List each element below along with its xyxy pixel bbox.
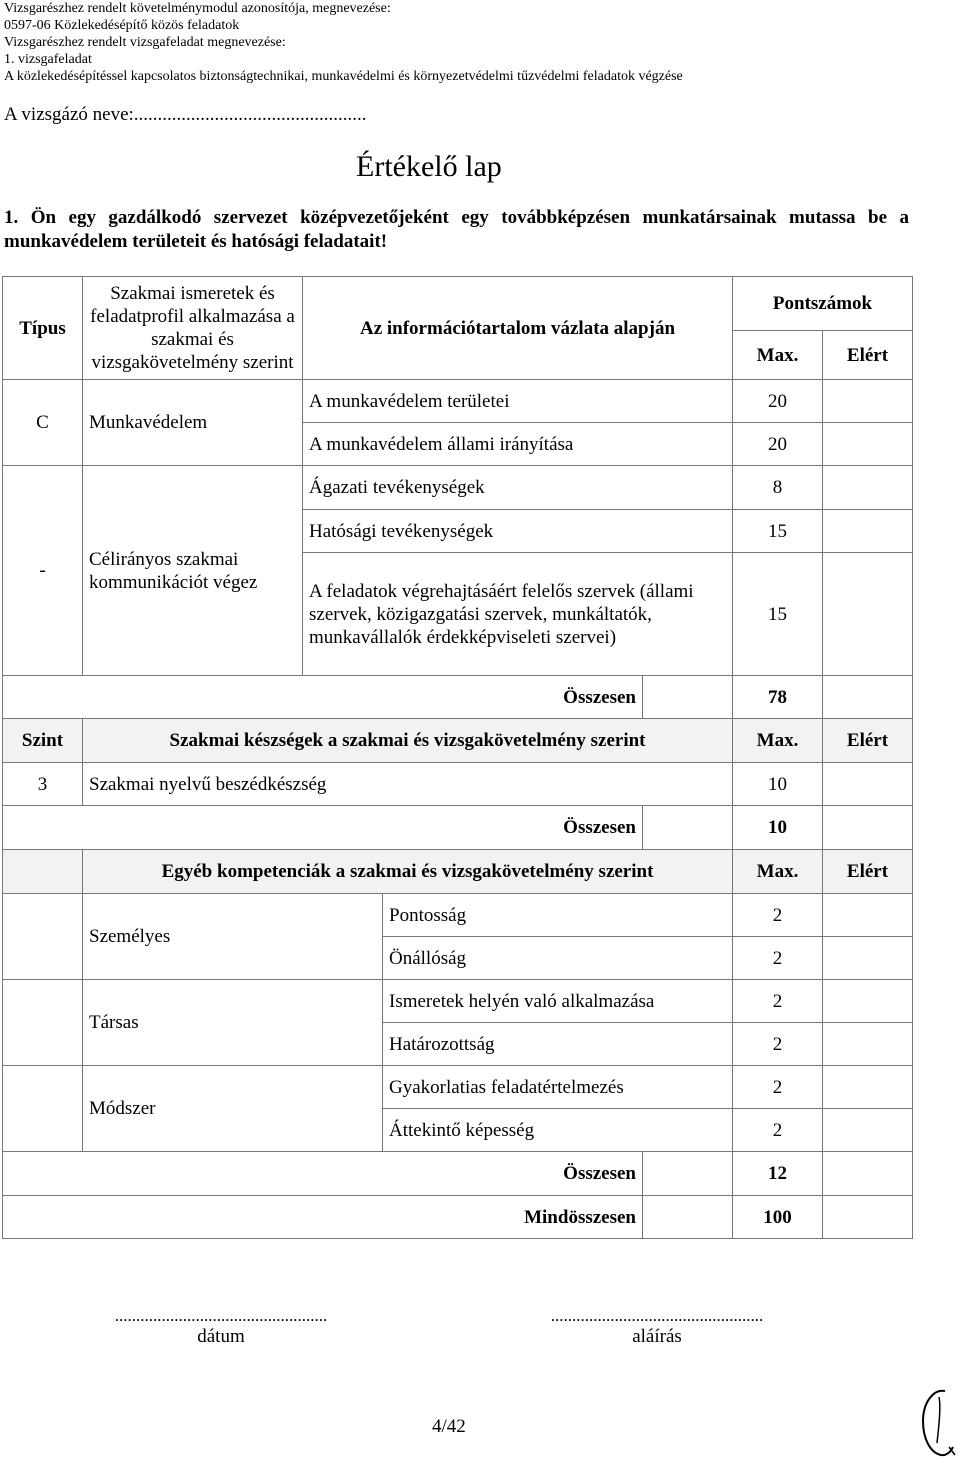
max-value: 2 xyxy=(733,1109,823,1152)
header-max: Max. xyxy=(733,850,823,894)
elert-value xyxy=(823,1152,913,1196)
total-value: 78 xyxy=(733,676,823,719)
skill-label: Szakmai nyelvű beszédkészség xyxy=(83,763,733,806)
tipus-cell: C xyxy=(3,380,83,466)
max-value: 15 xyxy=(733,553,823,676)
tipus-cell: - xyxy=(3,466,83,676)
date-signature xyxy=(86,1306,356,1348)
elert-value xyxy=(823,806,913,850)
signature-dots: .................................................. xyxy=(550,1306,764,1325)
elert-value xyxy=(823,1066,913,1109)
elert-value xyxy=(823,553,913,676)
page-number: 4/42 xyxy=(432,1416,466,1437)
task-description: 1. Ön egy gazdálkodó szervezet középvezetőjeként egy továbbképzésen munkatársainak mutassa be a munkavédelem területeit és hatósági feladatait! xyxy=(4,207,909,252)
spacer-cell xyxy=(3,1066,83,1152)
competency-item: Áttekintő képesség xyxy=(383,1109,733,1152)
total-label: Összesen xyxy=(3,1152,643,1196)
elert-value xyxy=(823,676,913,719)
competency-item: Határozottság xyxy=(383,1023,733,1066)
info-item: Ágazati tevékenységek xyxy=(303,466,733,510)
spacer-cell xyxy=(643,1152,733,1196)
header-szint: Szint xyxy=(3,719,83,763)
competency-item: Gyakorlatias feladatértelmezés xyxy=(383,1066,733,1109)
max-value: 20 xyxy=(733,380,823,423)
max-value: 2 xyxy=(733,937,823,980)
header-line: 0597-06 Közlekedésépítő közös feladatok xyxy=(4,18,240,33)
competency-group: Személyes xyxy=(83,894,383,980)
header-line: 1. vizsgafeladat xyxy=(4,52,92,67)
info-item: A feladatok végrehajtásáért felelős szervek (állami szervek, közigazgatási szervek, munkáltatók, munkavállalók érdekképviseleti szervei) xyxy=(303,553,733,676)
spacer-cell xyxy=(643,1196,733,1239)
header-max: Max. xyxy=(733,331,823,380)
competency-group: Társas xyxy=(83,980,383,1066)
header-skills: Szakmai készségek a szakmai és vizsgakövetelmény szerint xyxy=(83,719,733,763)
spacer-cell xyxy=(643,806,733,850)
spacer-cell xyxy=(3,894,83,980)
competency-item: Ismeretek helyén való alkalmazása xyxy=(383,980,733,1023)
area-cell: Munkavédelem xyxy=(83,380,303,466)
header-elert: Elért xyxy=(823,719,913,763)
elert-value xyxy=(823,1196,913,1239)
elert-value xyxy=(823,763,913,806)
total-label: Összesen xyxy=(3,676,643,719)
competency-item: Pontosság xyxy=(383,894,733,937)
max-value: 2 xyxy=(733,980,823,1023)
total-label: Összesen xyxy=(3,806,643,850)
elert-value xyxy=(823,894,913,937)
header-elert: Elért xyxy=(823,850,913,894)
header-line: Vizsgarészhez rendelt követelménymodul azonosítója, megnevezése: xyxy=(4,1,391,16)
spacer-cell xyxy=(3,850,83,894)
max-value: 10 xyxy=(733,763,823,806)
signature-block xyxy=(522,1306,792,1348)
document-header xyxy=(4,0,683,85)
header-max: Max. xyxy=(733,719,823,763)
info-item: A munkavédelem területei xyxy=(303,380,733,423)
elert-value xyxy=(823,423,913,466)
total-value: 12 xyxy=(733,1152,823,1196)
info-item: Hatósági tevékenységek xyxy=(303,510,733,553)
grand-total-label: Mindösszesen xyxy=(3,1196,643,1239)
header-tipus: Típus xyxy=(3,277,83,380)
grand-total-value: 100 xyxy=(733,1196,823,1239)
header-other: Egyéb kompetenciák a szakmai és vizsgakövetelmény szerint xyxy=(83,850,733,894)
header-info: Az információtartalom vázlata alapján xyxy=(303,277,733,380)
skill-level: 3 xyxy=(3,763,83,806)
info-item: A munkavédelem állami irányítása xyxy=(303,423,733,466)
stamp-mark-icon xyxy=(915,1385,957,1460)
header-line: A közlekedésépítéssel kapcsolatos biztonságtechnikai, munkavédelmi és környezetvédelmi tűzvédelmi feladatok végzése xyxy=(4,69,683,84)
competency-item: Önállóság xyxy=(383,937,733,980)
max-value: 15 xyxy=(733,510,823,553)
max-value: 8 xyxy=(733,466,823,510)
elert-value xyxy=(823,937,913,980)
spacer-cell xyxy=(3,980,83,1066)
header-szakmai: Szakmai ismeretek és feladatprofil alkalmazása a szakmai és vizsgakövetelmény szerint xyxy=(83,277,303,380)
evaluation-table xyxy=(2,276,913,1239)
area-cell: Célirányos szakmai kommunikációt végez xyxy=(83,466,303,676)
elert-value xyxy=(823,510,913,553)
max-value: 20 xyxy=(733,423,823,466)
total-value: 10 xyxy=(733,806,823,850)
signature-label: aláírás xyxy=(632,1326,682,1347)
candidate-name-field: A vizsgázó neve:................................................. xyxy=(4,104,367,125)
header-line: Vizsgarészhez rendelt vizsgafeladat megnevezése: xyxy=(4,35,286,50)
date-label: dátum xyxy=(197,1326,245,1347)
elert-value xyxy=(823,980,913,1023)
elert-value xyxy=(823,380,913,423)
elert-value xyxy=(823,466,913,510)
max-value: 2 xyxy=(733,894,823,937)
elert-value xyxy=(823,1109,913,1152)
max-value: 2 xyxy=(733,1066,823,1109)
page-title: Értékelő lap xyxy=(356,150,502,183)
max-value: 2 xyxy=(733,1023,823,1066)
header-elert: Elért xyxy=(823,331,913,380)
spacer-cell xyxy=(643,676,733,719)
elert-value xyxy=(823,1023,913,1066)
date-dots: .................................................. xyxy=(114,1306,328,1325)
header-pontszamok: Pontszámok xyxy=(733,277,913,331)
competency-group: Módszer xyxy=(83,1066,383,1152)
